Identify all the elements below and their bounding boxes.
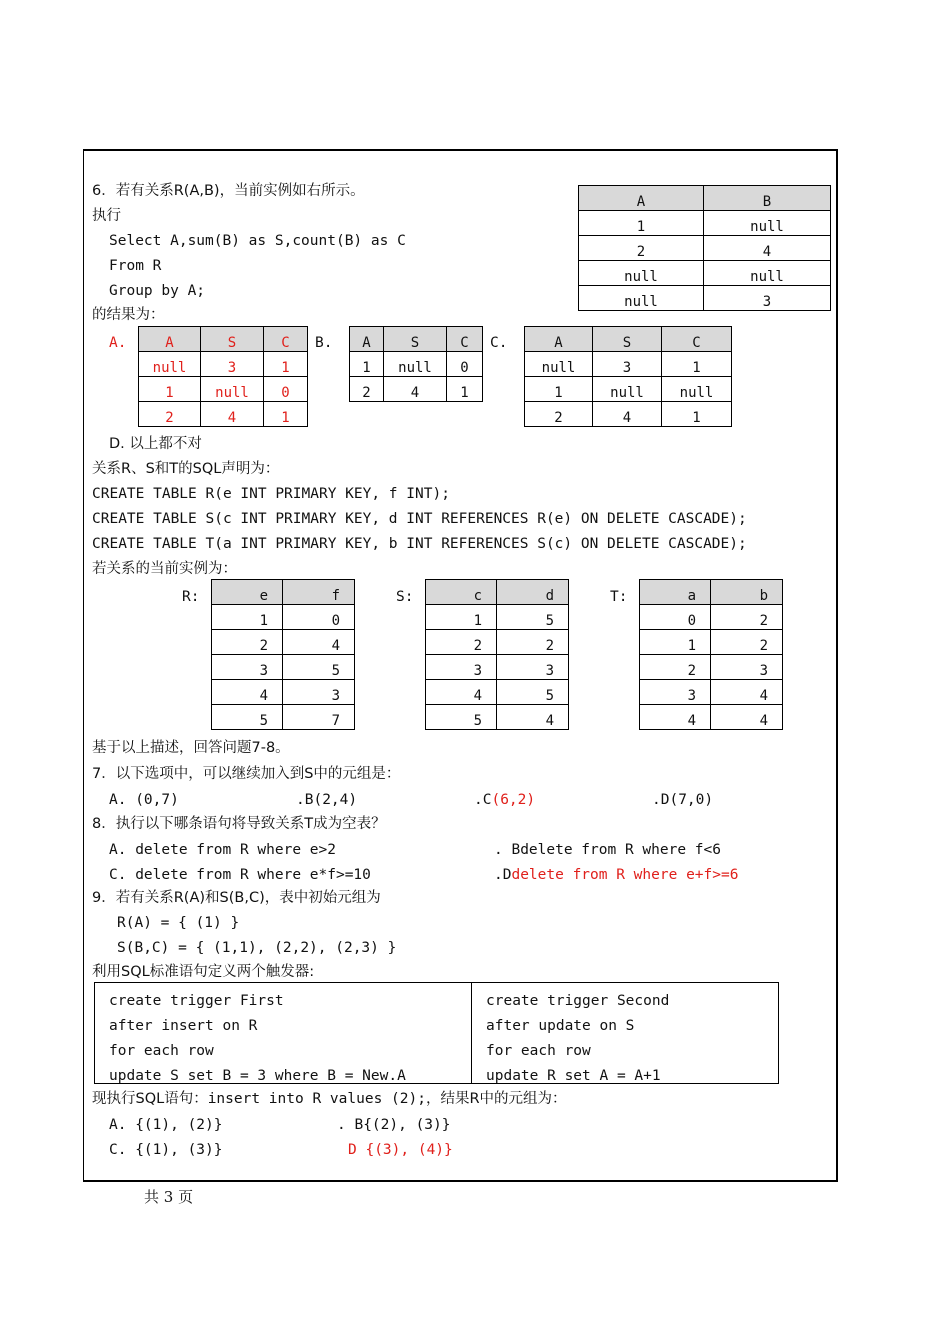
cell: null bbox=[579, 261, 704, 286]
cell: 0 bbox=[447, 352, 483, 377]
header-cell: A bbox=[139, 327, 201, 352]
q7-option-a: A. (0,7) bbox=[109, 792, 179, 808]
cell: 5 bbox=[426, 705, 497, 730]
trigger-first-line: after insert on R bbox=[109, 1018, 258, 1034]
cell: null bbox=[201, 377, 264, 402]
q7-option-c-prefix: .C bbox=[474, 792, 492, 808]
cell: 4 bbox=[711, 680, 783, 705]
q8-option-c: C. delete from R where e*f>=10 bbox=[109, 867, 371, 883]
q7-option-c-value: (6,2) bbox=[491, 792, 536, 808]
header-cell: A bbox=[350, 327, 384, 352]
trigger-second-line: after update on S bbox=[486, 1018, 635, 1034]
q8-option-a: A. delete from R where e>2 bbox=[109, 842, 336, 858]
cell: 4 bbox=[283, 630, 355, 655]
trigger-second-line: update R set A = A+1 bbox=[486, 1068, 661, 1084]
page-footer: 共 3 页 bbox=[144, 1188, 194, 1206]
cell: 1 bbox=[264, 352, 308, 377]
trigger-first bbox=[95, 983, 472, 1083]
q9-option-d: D {(3), (4)} bbox=[348, 1142, 453, 1158]
q6-sql-line-2: From R bbox=[109, 258, 162, 274]
cell: 2 bbox=[525, 402, 593, 427]
cell: 4 bbox=[711, 705, 783, 730]
q9-stem: 9．若有关系R(A)和S(B,C)，表中初始元组为 bbox=[92, 890, 381, 906]
schema-line-r: CREATE TABLE R(e INT PRIMARY KEY, f INT); bbox=[92, 486, 450, 502]
q8-stem: 8．执行以下哪条语句将导致关系T成为空表？ bbox=[92, 816, 386, 832]
cell: 1 bbox=[264, 402, 308, 427]
cell: 2 bbox=[640, 655, 711, 680]
q9-exec-sql: insert into R values (2); bbox=[207, 1091, 426, 1107]
cell: null bbox=[704, 261, 831, 286]
header-cell: f bbox=[283, 580, 355, 605]
header-cell: b bbox=[711, 580, 783, 605]
q8-option-b-prefix: . B bbox=[494, 842, 521, 858]
cell: 7 bbox=[283, 705, 355, 730]
cell: 5 bbox=[497, 605, 569, 630]
cell: 4 bbox=[426, 680, 497, 705]
cell: 4 bbox=[201, 402, 264, 427]
table-t bbox=[639, 579, 783, 730]
cell: 1 bbox=[426, 605, 497, 630]
header-cell: a bbox=[640, 580, 711, 605]
q8-option-b bbox=[494, 840, 721, 860]
cell: 1 bbox=[212, 605, 283, 630]
q9-option-a: A. {(1), (2)} bbox=[109, 1117, 223, 1133]
q9-exec-line bbox=[92, 1089, 567, 1109]
cell: 3 bbox=[426, 655, 497, 680]
q9-option-c: C. {(1), (3)} bbox=[109, 1142, 223, 1158]
answer-prompt: 基于以上描述，回答问题7-8。 bbox=[92, 740, 290, 756]
cell: 3 bbox=[704, 286, 831, 311]
schema-line-s: CREATE TABLE S(c INT PRIMARY KEY, d INT REFERENCES R(e) ON DELETE CASCADE); bbox=[92, 511, 747, 527]
header-cell: C bbox=[662, 327, 732, 352]
cell: 2 bbox=[212, 630, 283, 655]
trigger-second bbox=[472, 983, 778, 1083]
schema-line-t: CREATE TABLE T(a INT PRIMARY KEY, b INT REFERENCES S(c) ON DELETE CASCADE); bbox=[92, 536, 747, 552]
header-cell: S bbox=[384, 327, 447, 352]
q6-sql-line-3: Group by A; bbox=[109, 283, 206, 299]
cell: 1 bbox=[447, 377, 483, 402]
header-cell: C bbox=[264, 327, 308, 352]
cell: 2 bbox=[497, 630, 569, 655]
cell: null bbox=[139, 352, 201, 377]
q7-stem: 7．以下选项中，可以继续加入到S中的元组是： bbox=[92, 766, 401, 782]
q9-trigger-intro: 利用SQL标准语句定义两个触发器: bbox=[92, 964, 315, 980]
table-s bbox=[425, 579, 569, 730]
trigger-second-line: create trigger Second bbox=[486, 993, 670, 1009]
q6-option-c-label: C. bbox=[490, 335, 508, 351]
cell: 5 bbox=[497, 680, 569, 705]
q6-stem: 6．若有关系R(A,B)，当前实例如右所示。 bbox=[92, 183, 365, 199]
cell: null bbox=[593, 377, 662, 402]
cell: 5 bbox=[212, 705, 283, 730]
cell: 1 bbox=[139, 377, 201, 402]
q6-option-a-table bbox=[138, 326, 308, 427]
cell: 2 bbox=[426, 630, 497, 655]
cell: 2 bbox=[350, 377, 384, 402]
table-t-label: T: bbox=[610, 589, 628, 605]
q8-option-d bbox=[494, 865, 738, 885]
header-cell: e bbox=[212, 580, 283, 605]
schema-intro: 关系R、S和T的SQL声明为： bbox=[92, 461, 280, 477]
q6-option-d: D. 以上都不对 bbox=[109, 436, 202, 452]
q6-option-b-label: B. bbox=[315, 335, 333, 351]
header-cell: A bbox=[525, 327, 593, 352]
q6-option-a-label: A. bbox=[109, 335, 127, 351]
cell: null bbox=[579, 286, 704, 311]
cell: 3 bbox=[497, 655, 569, 680]
q8-option-d-prefix: .D bbox=[494, 867, 512, 883]
cell: 0 bbox=[283, 605, 355, 630]
cell: 1 bbox=[350, 352, 384, 377]
cell: 3 bbox=[201, 352, 264, 377]
cell: 4 bbox=[640, 705, 711, 730]
q6-option-c-table bbox=[524, 326, 732, 427]
cell: 4 bbox=[593, 402, 662, 427]
cell: 3 bbox=[283, 680, 355, 705]
cell: 2 bbox=[711, 605, 783, 630]
cell: 4 bbox=[704, 236, 831, 261]
table-r bbox=[211, 579, 355, 730]
cell: 4 bbox=[384, 377, 447, 402]
cell: null bbox=[704, 211, 831, 236]
cell: 0 bbox=[640, 605, 711, 630]
q9-r-init: R(A) = { (1) } bbox=[117, 915, 240, 931]
cell: 2 bbox=[139, 402, 201, 427]
trigger-second-line: for each row bbox=[486, 1043, 591, 1059]
cell: 3 bbox=[640, 680, 711, 705]
q6-result-label: 的结果为： bbox=[92, 307, 165, 323]
q6-exec-label: 执行 bbox=[92, 208, 121, 224]
cell: null bbox=[662, 377, 732, 402]
header-cell: A bbox=[579, 186, 704, 211]
header-cell: S bbox=[201, 327, 264, 352]
trigger-first-line: create trigger First bbox=[109, 993, 284, 1009]
cell: 1 bbox=[662, 352, 732, 377]
cell: 4 bbox=[212, 680, 283, 705]
schema-instance-label: 若关系的当前实例为： bbox=[92, 561, 237, 577]
q6-sql-line-1: Select A,sum(B) as S,count(B) as C bbox=[109, 233, 406, 249]
header-cell: B bbox=[704, 186, 831, 211]
header-cell: S bbox=[593, 327, 662, 352]
q6-option-b-table bbox=[349, 326, 483, 402]
header-cell: C bbox=[447, 327, 483, 352]
table-r-label: R: bbox=[182, 589, 200, 605]
q9-option-b: . B{(2), (3)} bbox=[337, 1117, 451, 1133]
q8-option-b-text: delete from R where f<6 bbox=[520, 842, 721, 858]
cell: 3 bbox=[711, 655, 783, 680]
header-cell: c bbox=[426, 580, 497, 605]
cell: 0 bbox=[264, 377, 308, 402]
q7-option-b: .B(2,4) bbox=[296, 792, 358, 808]
q9-exec-suffix: ，结果R中的元组为： bbox=[425, 1091, 567, 1107]
q6-instance-table bbox=[578, 185, 831, 311]
cell: 1 bbox=[640, 630, 711, 655]
header-cell: d bbox=[497, 580, 569, 605]
cell: 1 bbox=[579, 211, 704, 236]
trigger-first-line: update S set B = 3 where B = New.A bbox=[109, 1068, 406, 1084]
q8-option-d-text: delete from R where e+f>=6 bbox=[511, 867, 739, 883]
table-s-label: S: bbox=[396, 589, 414, 605]
cell: null bbox=[384, 352, 447, 377]
cell: 2 bbox=[579, 236, 704, 261]
cell: 1 bbox=[662, 402, 732, 427]
cell: 3 bbox=[212, 655, 283, 680]
cell: 5 bbox=[283, 655, 355, 680]
cell: null bbox=[525, 352, 593, 377]
cell: 1 bbox=[525, 377, 593, 402]
trigger-box bbox=[94, 982, 779, 1084]
cell: 2 bbox=[711, 630, 783, 655]
cell: 3 bbox=[593, 352, 662, 377]
q7-option-d: .D(7,0) bbox=[652, 792, 714, 808]
trigger-first-line: for each row bbox=[109, 1043, 214, 1059]
cell: 4 bbox=[497, 705, 569, 730]
q7-option-c bbox=[474, 790, 535, 810]
q9-exec-prefix: 现执行SQL语句： bbox=[92, 1091, 208, 1107]
q9-s-init: S(B,C) = { (1,1), (2,2), (2,3) } bbox=[117, 940, 397, 956]
